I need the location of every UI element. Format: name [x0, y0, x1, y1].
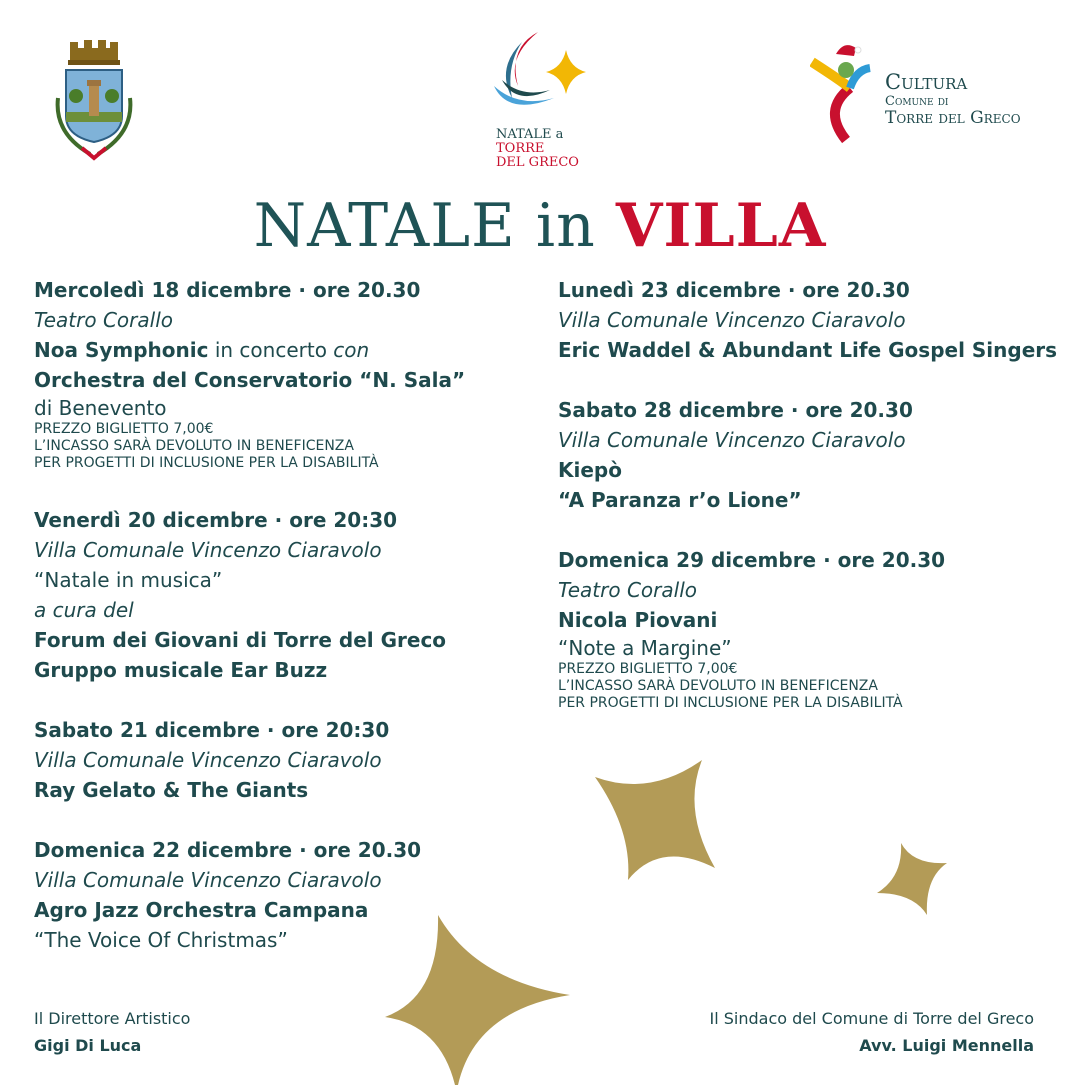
event-note: L’INCASSO SARÀ DEVOLUTO IN BENEFICENZA — [34, 438, 354, 454]
coat-of-arms-icon — [52, 38, 136, 164]
natale-logo-line-1: NATALE a — [496, 127, 564, 142]
events-left-column — [34, 275, 534, 955]
event-performer: Ray Gelato & The Giants — [34, 778, 309, 802]
natale-torre-del-greco-logo — [488, 28, 598, 173]
event-item — [34, 715, 534, 835]
event-date: Sabato 21 dicembre · ore 20:30 — [34, 718, 390, 742]
event-performer: Agro Jazz Orchestra Campana — [34, 898, 369, 922]
artistic-director-role: Il Direttore Artistico — [34, 1009, 191, 1028]
event-orchestra-city: di Benevento — [34, 396, 167, 420]
event-venue: Villa Comunale Vincenzo Ciaravolo — [34, 868, 382, 892]
title-part-1: NATALE in — [253, 191, 616, 261]
event-date: Mercoledì 18 dicembre · ore 20.30 — [34, 278, 421, 302]
natale-logo-line-2: TORRE — [496, 141, 545, 156]
event-venue: Villa Comunale Vincenzo Ciaravolo — [34, 538, 382, 562]
performer-connector-italic: con — [333, 338, 370, 362]
performer-name: Noa Symphonic — [34, 338, 209, 362]
natale-swoosh-logo-icon — [488, 28, 598, 116]
cultura-figure-logo-icon — [810, 40, 885, 148]
cultura-logo-line-2: Comune di — [885, 94, 949, 109]
event-curated-by: a cura del — [34, 598, 134, 622]
gold-star-icon-medium — [590, 755, 720, 885]
event-title: “A Paranza r’o Lione” — [558, 488, 802, 512]
event-venue: Villa Comunale Vincenzo Ciaravolo — [558, 428, 906, 452]
event-title: “Note a Margine” — [558, 636, 732, 660]
title-part-2: VILLA — [615, 191, 827, 261]
event-date: Venerdì 20 dicembre · ore 20:30 — [34, 508, 398, 532]
cultura-comune-logo — [810, 40, 1050, 148]
event-date: Domenica 29 dicembre · ore 20.30 — [558, 548, 946, 572]
event-performer — [34, 335, 534, 365]
mayor-name: Avv. Luigi Mennella — [859, 1036, 1034, 1055]
event-venue: Villa Comunale Vincenzo Ciaravolo — [34, 748, 382, 772]
natale-logo-line-3: DEL GRECO — [496, 155, 579, 170]
event-note: PREZZO BIGLIETTO 7,00€ — [34, 421, 214, 437]
event-orchestra: Orchestra del Conservatorio “N. Sala” — [34, 368, 466, 392]
event-note: PER PROGETTI DI INCLUSIONE PER LA DISABILITÀ — [34, 455, 379, 471]
event-venue: Villa Comunale Vincenzo Ciaravolo — [558, 308, 906, 332]
event-note: L’INCASSO SARÀ DEVOLUTO IN BENEFICENZA — [558, 678, 878, 694]
event-item — [558, 545, 1058, 712]
event-date: Domenica 22 dicembre · ore 20.30 — [34, 838, 422, 862]
events-right-column — [558, 275, 1058, 712]
footer-right-signature — [710, 1005, 1034, 1059]
event-title: “Natale in musica” — [34, 568, 223, 592]
event-performer: Kiepò — [558, 458, 622, 482]
event-item — [558, 395, 1058, 545]
event-performer: Nicola Piovani — [558, 608, 718, 632]
event-venue: Teatro Corallo — [34, 308, 173, 332]
event-note: PER PROGETTI DI INCLUSIONE PER LA DISABILITÀ — [558, 695, 903, 711]
event-item — [34, 505, 534, 715]
event-organizer: Forum dei Giovani di Torre del Greco — [34, 628, 447, 652]
event-performer: Eric Waddel & Abundant Life Gospel Singers — [558, 338, 1058, 362]
event-title: “The Voice Of Christmas” — [34, 928, 288, 952]
cultura-logo-line-3: Torre del Greco — [885, 108, 1021, 128]
gold-star-icon-small — [875, 843, 950, 918]
mayor-role: Il Sindaco del Comune di Torre del Greco — [709, 1009, 1034, 1028]
cultura-logo-line-1: Cultura — [885, 70, 968, 94]
footer-left-signature — [34, 1005, 190, 1059]
artistic-director-name: Gigi Di Luca — [34, 1036, 142, 1055]
performer-connector: in concerto — [208, 338, 334, 362]
event-date: Lunedì 23 dicembre · ore 20.30 — [558, 278, 910, 302]
event-item — [34, 835, 534, 955]
event-item — [558, 275, 1058, 395]
page-title — [0, 188, 1080, 264]
event-date: Sabato 28 dicembre · ore 20.30 — [558, 398, 913, 422]
event-performer: Gruppo musicale Ear Buzz — [34, 658, 328, 682]
event-venue: Teatro Corallo — [558, 578, 697, 602]
event-note: PREZZO BIGLIETTO 7,00€ — [558, 661, 738, 677]
event-item — [34, 275, 534, 505]
